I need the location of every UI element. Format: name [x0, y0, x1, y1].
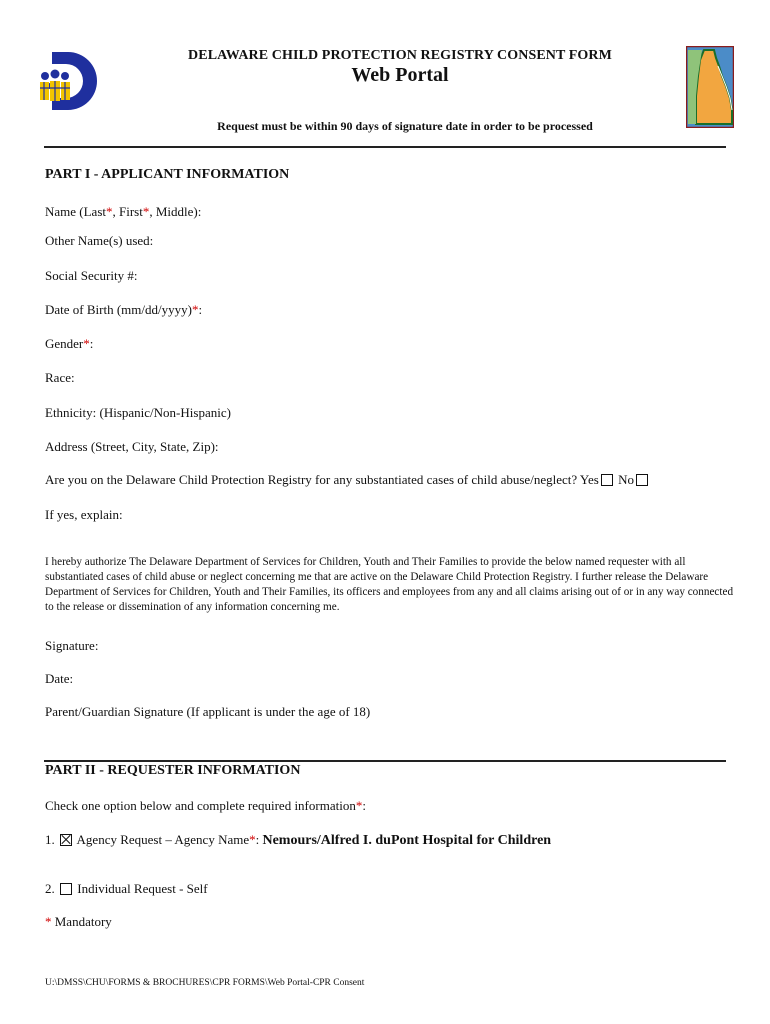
gender-label: Gender*:: [45, 336, 94, 351]
ethnicity-label: Ethnicity: (Hispanic/Non-Hispanic): [45, 405, 231, 420]
required-marker: *: [355, 798, 363, 813]
dob-label-text: Date of Birth (mm/dd/yyyy): [45, 302, 192, 317]
date-label: Date:: [45, 671, 74, 686]
individual-request-option: [45, 881, 208, 897]
if-yes-explain-label: If yes, explain:: [45, 507, 123, 522]
agency-request-option: 1. Agency Request – Agency Name*: Nemours/Alfred I. duPont Hospital for Children: [45, 832, 552, 848]
address-label: Address (Street, City, State, Zip):: [45, 439, 219, 454]
yes-label: Yes: [579, 472, 599, 487]
mandatory-legend: [45, 914, 112, 930]
processing-note: Request must be within 90 days of signature date in order to be processed: [217, 119, 593, 133]
gender-label-text: Gender: [45, 336, 84, 351]
part2-heading: PART II - REQUESTER INFORMATION: [45, 763, 301, 778]
option2-number: 2.: [45, 881, 55, 896]
part1-heading: PART I - APPLICANT INFORMATION: [45, 167, 290, 182]
part2-instruction-text: Check one option below and complete required information: [45, 798, 356, 813]
registry-question-text: Are you on the Delaware Child Protection Registry for any substantiated cases of child abuse/neglect?: [45, 472, 578, 487]
name-label-first: , First: [112, 204, 143, 219]
part2-instruction: Check one option below and complete required information*:: [45, 798, 366, 813]
authorization-paragraph: I hereby authorize The Delaware Department of Services for Children, Youth and Their Families to provide the below named requester with all substantiated cases of child abuse or neglect concerning me that are active on the Delaware Child Protection Registry. I further release the Delaware Department of Services for Children, Youth and Their Families, its officers and employees from any and all claims arising out of or in any way connected to the release or dissemination of any information concerning me.: [45, 556, 734, 613]
ssn-label: Social Security #:: [45, 268, 138, 283]
agency-request-label: Agency Request – Agency Name: [76, 832, 250, 847]
agency-name-value: Nemours/Alfred I. duPont Hospital for Children: [262, 833, 552, 848]
part2-rule: [44, 760, 726, 762]
race-label: Race:: [45, 370, 75, 385]
dob-label: Date of Birth (mm/dd/yyyy)*:: [45, 302, 203, 317]
mandatory-star: *: [45, 914, 52, 929]
no-label: No: [618, 472, 634, 487]
name-field-label: [45, 204, 201, 220]
dscyf-logo-icon: [38, 48, 100, 114]
required-marker: *: [142, 204, 150, 219]
required-marker: *: [191, 302, 199, 317]
yes-checkbox[interactable]: [601, 474, 613, 486]
file-path-footer: U:\DMSS\CHU\FORMS & BROCHURES\CPR FORMS\Web Portal-CPR Consent: [45, 978, 365, 988]
required-marker: *: [249, 832, 256, 847]
name-label-last: Name (Last: [45, 204, 107, 219]
form-title: DELAWARE CHILD PROTECTION REGISTRY CONSENT FORM: [188, 48, 612, 63]
form-subtitle: Web Portal: [351, 64, 449, 86]
header-rule: [44, 146, 726, 148]
individual-request-checkbox[interactable]: [60, 883, 72, 895]
signature-label: Signature:: [45, 638, 99, 653]
required-marker: *: [83, 336, 90, 351]
no-checkbox[interactable]: [636, 474, 648, 486]
delaware-map-icon: [686, 46, 734, 128]
required-marker: *: [106, 204, 113, 219]
agency-request-checkbox[interactable]: [60, 834, 72, 846]
guardian-signature-label: Parent/Guardian Signature (If applicant is under the age of 18): [45, 704, 371, 719]
other-names-label: Other Name(s) used:: [45, 233, 154, 248]
individual-request-label: Individual Request - Self: [77, 881, 208, 896]
registry-question: [45, 472, 650, 488]
mandatory-label: Mandatory: [54, 914, 112, 929]
option1-number: 1.: [45, 832, 55, 847]
name-label-middle: , Middle):: [149, 204, 202, 219]
